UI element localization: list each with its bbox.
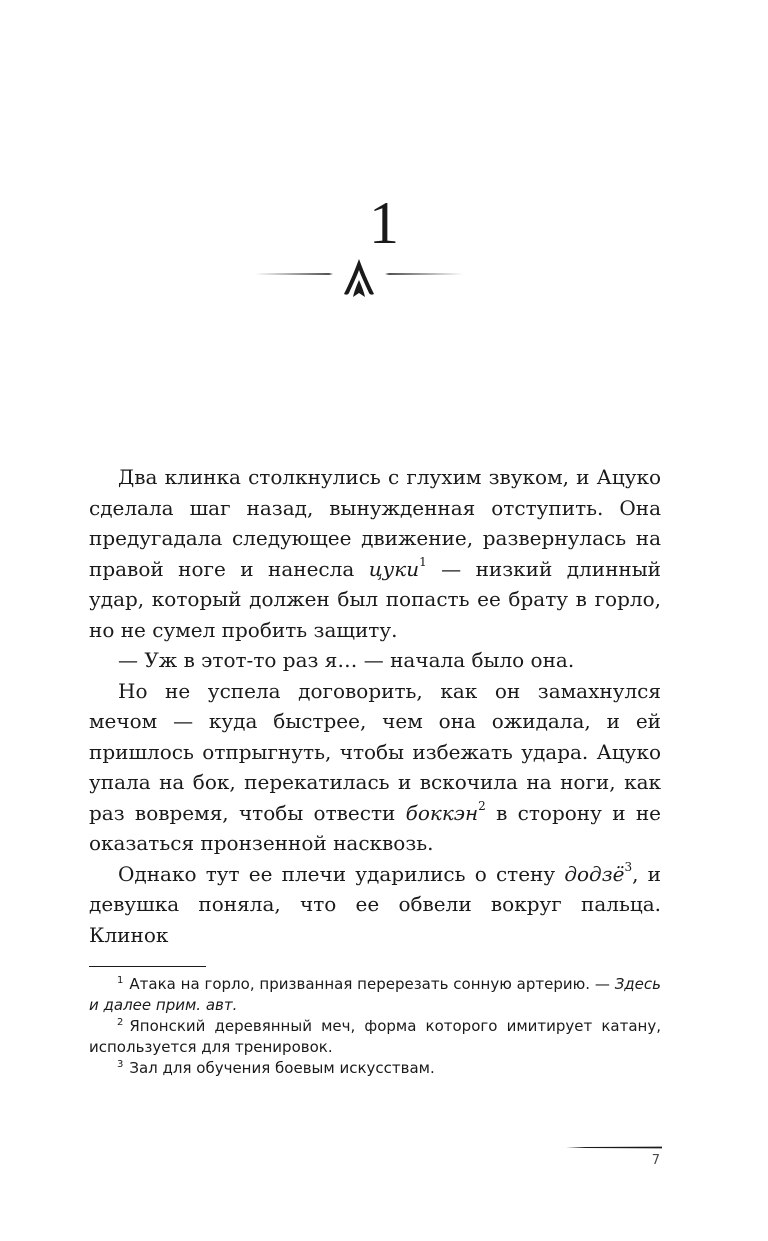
assassin-insignia-icon bbox=[344, 259, 374, 297]
footnote-number: 1 bbox=[117, 975, 124, 986]
ornament-line-left bbox=[247, 273, 333, 275]
japanese-term: боккэн bbox=[405, 800, 479, 825]
chapter-body bbox=[89, 462, 661, 950]
chapter-ornament bbox=[247, 256, 471, 302]
japanese-term: додзё bbox=[564, 861, 625, 886]
footnote: $^1$ Атака на горло, призванная перерезать сонную артерию. — Здесь и далее прим. авт. bbox=[89, 975, 661, 1014]
japanese-term: цуки bbox=[368, 556, 420, 581]
footnote-number: 3 bbox=[117, 1059, 124, 1070]
folio-divider bbox=[566, 1146, 662, 1149]
paragraph: Однако тут ее плечи ударились о стену додзё$^3$, и девушка поняла, что ее обвели вокруг пальца. Клинок bbox=[89, 860, 661, 947]
paragraph: Но не успела договорить, как он замахнулся мечом — куда быстрее, чем она ожидала, и ей пришлось отпрыгнуть, чтобы избежать удара. Ацуко упала на бок, перекатилась и вскочила на ноги, как раз вовремя, чтобы отвести боккэн$^2$ в сторону и не оказаться пронзенной насквозь. bbox=[89, 678, 661, 855]
footnote: $^2$ Японский деревянный меч, форма которого имитирует катану, используется для тренировок. bbox=[89, 1017, 661, 1056]
paragraph: — Уж в этот-то раз я… — начала было она. bbox=[118, 648, 575, 672]
footnote-divider bbox=[89, 966, 206, 967]
footnote: $^3$ Зал для обучения боевым искусствам. bbox=[117, 1059, 435, 1077]
footnotes bbox=[89, 974, 661, 1079]
ornament-line-right bbox=[385, 273, 471, 275]
page-number: 7 bbox=[651, 1153, 660, 1168]
footnote-ref[interactable]: 2 bbox=[478, 799, 486, 814]
footnote-ref[interactable]: 3 bbox=[624, 860, 633, 875]
chapter-number: 1 bbox=[369, 190, 399, 256]
footnote-ref[interactable]: 1 bbox=[419, 555, 427, 570]
paragraph: Два клинка столкнулись с глухим звуком, и Ацуко сделала шаг назад, вынужденная отступить. Она предугадала следующее движение, развернулась на правой ноге и нанесла цуки$^1$ — низкий длинный удар, который должен был попасть ее брату в горло, но не сумел пробить защиту. bbox=[89, 465, 661, 642]
footnote-number: 2 bbox=[117, 1017, 124, 1028]
